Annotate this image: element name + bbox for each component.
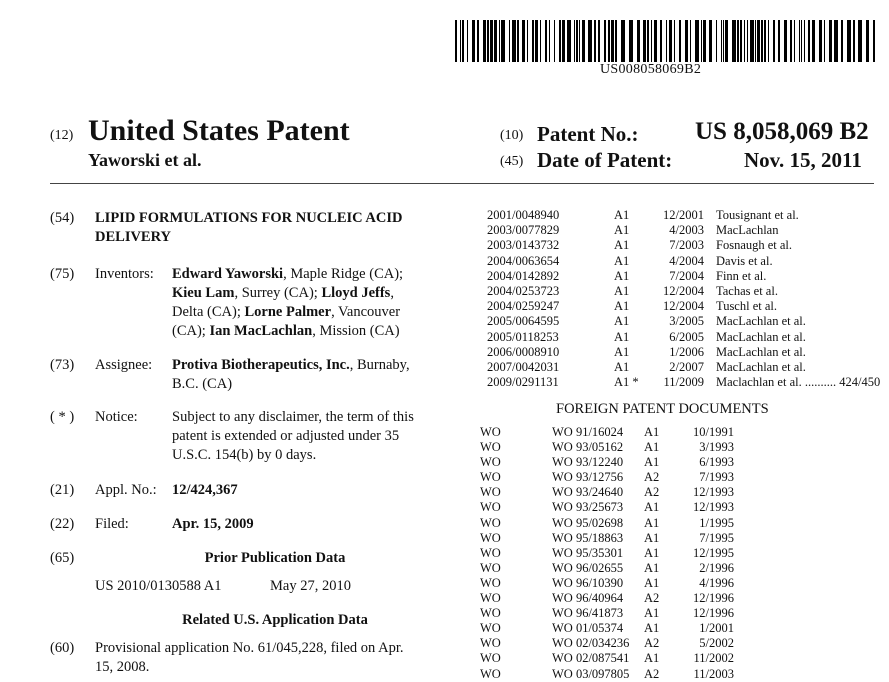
foreign-document-row xyxy=(480,440,734,455)
us-reference-row xyxy=(487,269,880,284)
foreign-document-row xyxy=(480,546,734,561)
foreign-country: WO xyxy=(480,591,501,606)
ref-number: 2001/0048940 xyxy=(487,208,560,222)
foreign-number: WO 01/05374 xyxy=(552,621,624,636)
foreign-country: WO xyxy=(480,666,501,681)
ref-author: Maclachlan et al. .......... 424/450 xyxy=(716,375,881,390)
ref-kind: A1 xyxy=(614,284,630,299)
us-reference-row xyxy=(487,299,880,314)
code-45: (45) xyxy=(500,154,524,169)
assignee-value: Protiva Biotherapeutics, Inc., Burnaby, B.C. (CA) xyxy=(172,357,410,392)
ref-kind: A1 xyxy=(614,360,630,375)
ref-number: 2003/0143732 xyxy=(487,238,560,253)
us-reference-row xyxy=(487,223,880,238)
inventor-name: Edward Yaworski xyxy=(172,266,284,282)
foreign-kind: A1 xyxy=(644,500,660,515)
document-title: United States Patent xyxy=(88,114,350,147)
foreign-kind: A1 xyxy=(644,515,660,530)
foreign-document-row xyxy=(480,561,734,576)
ref-date: 4/2004 xyxy=(669,253,704,268)
foreign-kind: A1 xyxy=(644,425,660,439)
ref-number: 2007/0042031 xyxy=(487,360,560,375)
ref-author: Davis et al. xyxy=(716,253,773,268)
foreign-kind: A1 xyxy=(644,651,660,666)
foreign-document-row xyxy=(480,425,734,440)
foreign-country: WO xyxy=(480,455,501,470)
ref-number: 2005/0118253 xyxy=(487,329,559,344)
inventors-list: Edward Yaworski, Maple Ridge (CA); Kieu Lam, Surrey (CA); Lloyd Jeffs, Delta (CA); Lorne Palmer, Vancouver (CA); Ian MacLachlan, Mission (CA) xyxy=(172,266,404,339)
foreign-date: 3/1993 xyxy=(699,440,734,455)
ref-kind: A1 xyxy=(614,314,630,329)
ref-number: 2004/0142892 xyxy=(487,268,560,283)
inventor-name: Ian MacLachlan xyxy=(209,323,313,339)
ref-kind: A1 xyxy=(614,208,630,222)
invention-title: LIPID FORMULATIONS FOR NUCLEIC ACID DELIVERY xyxy=(95,210,403,245)
ref-date: 7/2004 xyxy=(669,268,704,283)
assignee-key: Assignee: xyxy=(95,357,153,373)
foreign-kind: A2 xyxy=(644,666,660,681)
ref-kind: A1 xyxy=(614,344,630,359)
ref-kind: A1 xyxy=(614,268,630,283)
date-of-patent: Nov. 15, 2011 xyxy=(744,148,862,172)
foreign-number: WO 93/12756 xyxy=(552,470,624,485)
ref-author: Fosnaugh et al. xyxy=(716,238,793,253)
filed-date: Apr. 15, 2009 xyxy=(172,516,254,532)
related-application-heading: Related U.S. Application Data xyxy=(182,612,368,628)
ref-author: MacLachlan et al. xyxy=(716,344,806,359)
assignee-name: Protiva Biotherapeutics, Inc. xyxy=(172,357,350,373)
ref-kind: A1 * xyxy=(614,375,639,390)
foreign-date: 12/1993 xyxy=(693,500,734,515)
foreign-kind: A1 xyxy=(644,545,660,560)
foreign-number: WO 93/25673 xyxy=(552,500,624,515)
foreign-country: WO xyxy=(480,606,501,621)
foreign-date: 12/1996 xyxy=(693,606,734,621)
us-reference-row xyxy=(487,375,880,390)
foreign-date: 10/1991 xyxy=(693,425,734,439)
ref-author: MacLachlan et al. xyxy=(716,360,806,375)
foreign-country: WO xyxy=(480,575,501,590)
appl-code: (21) xyxy=(50,482,75,498)
foreign-date: 7/1993 xyxy=(699,470,734,485)
ref-number: 2006/0008910 xyxy=(487,344,560,359)
ref-number: 2005/0064595 xyxy=(487,314,560,329)
us-reference-row xyxy=(487,360,880,375)
inventor-name: Lloyd Jeffs xyxy=(321,285,391,301)
foreign-number: WO 96/41873 xyxy=(552,606,624,621)
ref-date: 4/2003 xyxy=(669,223,704,238)
inventor-name: Lorne Palmer xyxy=(244,304,332,320)
foreign-document-row xyxy=(480,531,734,546)
notice-text: Subject to any disclaimer, the term of this patent is extended or adjusted under 35 U.S.C. 154(b) by 0 days. xyxy=(172,409,414,463)
foreign-country: WO xyxy=(480,545,501,560)
inventor-name: Kieu Lam xyxy=(172,285,235,301)
foreign-document-row xyxy=(480,636,734,651)
notice-code: ( * ) xyxy=(50,409,75,425)
foreign-kind: A1 xyxy=(644,455,660,470)
filed-code: (22) xyxy=(50,516,75,532)
ref-author: MacLachlan et al. xyxy=(716,314,806,329)
foreign-kind: A1 xyxy=(644,606,660,621)
foreign-kind: A1 xyxy=(644,440,660,455)
foreign-number: WO 95/02698 xyxy=(552,515,624,530)
provisional-text: Provisional application No. 61/045,228, filed on Apr. 15, 2008. xyxy=(95,640,404,675)
foreign-number: WO 96/10390 xyxy=(552,575,624,590)
foreign-documents-heading: FOREIGN PATENT DOCUMENTS xyxy=(556,401,769,417)
ref-author: Finn et al. xyxy=(716,268,767,283)
notice-key: Notice: xyxy=(95,409,138,425)
ref-date: 1/2006 xyxy=(669,344,704,359)
patent-barcode xyxy=(455,20,875,62)
foreign-country: WO xyxy=(480,500,501,515)
prior-publication-number: US 2010/0130588 A1 xyxy=(95,578,222,594)
inventor-short: Yaworski et al. xyxy=(88,150,202,170)
foreign-document-row xyxy=(480,667,734,682)
foreign-date: 11/2003 xyxy=(693,666,734,681)
patent-number: US 8,058,069 B2 xyxy=(695,118,869,145)
inventors-key: Inventors: xyxy=(95,266,154,282)
us-reference-row xyxy=(487,238,880,253)
foreign-number: WO 95/35301 xyxy=(552,545,624,560)
foreign-number: WO 93/12240 xyxy=(552,455,624,470)
foreign-number: WO 93/05162 xyxy=(552,440,624,455)
ppd-code: (65) xyxy=(50,550,75,566)
foreign-date: 12/1996 xyxy=(693,591,734,606)
ref-kind: A1 xyxy=(614,253,630,268)
ref-date: 3/2005 xyxy=(669,314,704,329)
appl-number: 12/424,367 xyxy=(172,482,238,498)
ref-author: Tousignant et al. xyxy=(716,208,799,222)
foreign-number: WO 03/097805 xyxy=(552,666,630,681)
foreign-kind: A2 xyxy=(644,470,660,485)
title-code: (54) xyxy=(50,210,75,226)
foreign-document-row xyxy=(480,470,734,485)
foreign-document-row xyxy=(480,485,734,500)
code-12: (12) xyxy=(50,128,74,143)
assignee-code: (73) xyxy=(50,357,75,373)
foreign-country: WO xyxy=(480,651,501,666)
ref-author: MacLachlan xyxy=(716,223,779,238)
ref-kind: A1 xyxy=(614,329,630,344)
ref-date: 12/2004 xyxy=(663,299,704,314)
prior-publication-date: May 27, 2010 xyxy=(270,578,351,594)
foreign-number: WO 02/034236 xyxy=(552,636,630,651)
inventors-code: (75) xyxy=(50,266,75,282)
ref-date: 11/2009 xyxy=(663,375,704,390)
patent-no-label: Patent No.: xyxy=(537,122,639,146)
foreign-kind: A2 xyxy=(644,636,660,651)
foreign-documents-list xyxy=(480,425,734,682)
foreign-date: 7/1995 xyxy=(699,530,734,545)
foreign-document-row xyxy=(480,500,734,515)
ref-author: Tachas et al. xyxy=(716,284,778,299)
foreign-date: 2/1996 xyxy=(699,560,734,575)
foreign-country: WO xyxy=(480,470,501,485)
foreign-country: WO xyxy=(480,621,501,636)
foreign-kind: A1 xyxy=(644,575,660,590)
foreign-number: WO 91/16024 xyxy=(552,425,624,439)
us-reference-row xyxy=(487,345,880,360)
us-reference-row xyxy=(487,284,880,299)
foreign-number: WO 96/40964 xyxy=(552,591,624,606)
foreign-kind: A2 xyxy=(644,485,660,500)
ref-kind: A1 xyxy=(614,299,630,314)
foreign-number: WO 93/24640 xyxy=(552,485,624,500)
foreign-country: WO xyxy=(480,560,501,575)
foreign-kind: A1 xyxy=(644,560,660,575)
ref-date: 12/2001 xyxy=(663,208,704,222)
foreign-kind: A1 xyxy=(644,621,660,636)
ref-number: 2004/0253723 xyxy=(487,284,560,299)
foreign-document-row xyxy=(480,455,734,470)
foreign-country: WO xyxy=(480,440,501,455)
ref-date: 12/2004 xyxy=(663,284,704,299)
foreign-date: 4/1996 xyxy=(699,575,734,590)
barcode-number: US008058069B2 xyxy=(600,62,702,77)
foreign-document-row xyxy=(480,651,734,666)
foreign-number: WO 95/18863 xyxy=(552,530,624,545)
prior-publication-heading: Prior Publication Data xyxy=(204,550,346,566)
code-10: (10) xyxy=(500,128,524,143)
foreign-date: 1/2001 xyxy=(699,621,734,636)
ref-date: 6/2005 xyxy=(669,329,704,344)
foreign-document-row xyxy=(480,591,734,606)
foreign-document-row xyxy=(480,621,734,636)
ref-kind: A1 xyxy=(614,223,630,238)
appl-key: Appl. No.: xyxy=(95,482,157,498)
foreign-document-row xyxy=(480,606,734,621)
foreign-date: 12/1995 xyxy=(693,545,734,560)
ref-author: Tuschl et al. xyxy=(716,299,777,314)
us-reference-row xyxy=(487,254,880,269)
foreign-country: WO xyxy=(480,636,501,651)
ref-kind: A1 xyxy=(614,238,630,253)
foreign-number: WO 96/02655 xyxy=(552,560,624,575)
provisional-code: (60) xyxy=(50,640,75,656)
us-reference-row xyxy=(487,314,880,329)
foreign-date: 5/2002 xyxy=(699,636,734,651)
ref-number: 2009/0291131 xyxy=(487,375,559,390)
foreign-country: WO xyxy=(480,485,501,500)
filed-key: Filed: xyxy=(95,516,129,532)
foreign-kind: A1 xyxy=(644,530,660,545)
foreign-date: 12/1993 xyxy=(693,485,734,500)
ref-date: 7/2003 xyxy=(669,238,704,253)
foreign-country: WO xyxy=(480,515,501,530)
date-of-patent-label: Date of Patent: xyxy=(537,148,673,172)
ref-number: 2004/0259247 xyxy=(487,299,560,314)
foreign-date: 6/1993 xyxy=(699,455,734,470)
ref-number: 2004/0063654 xyxy=(487,253,560,268)
foreign-country: WO xyxy=(480,530,501,545)
ref-author: MacLachlan et al. xyxy=(716,329,806,344)
ref-number: 2003/0077829 xyxy=(487,223,560,238)
foreign-document-row xyxy=(480,576,734,591)
foreign-kind: A2 xyxy=(644,591,660,606)
ref-date: 2/2007 xyxy=(669,360,704,375)
us-reference-row xyxy=(487,208,880,223)
foreign-date: 11/2002 xyxy=(693,651,734,666)
foreign-country: WO xyxy=(480,425,501,439)
header-divider xyxy=(50,183,874,184)
foreign-date: 1/1995 xyxy=(699,515,734,530)
foreign-number: WO 02/087541 xyxy=(552,651,630,666)
us-references-list xyxy=(487,208,880,390)
us-reference-row xyxy=(487,330,880,345)
foreign-document-row xyxy=(480,516,734,531)
